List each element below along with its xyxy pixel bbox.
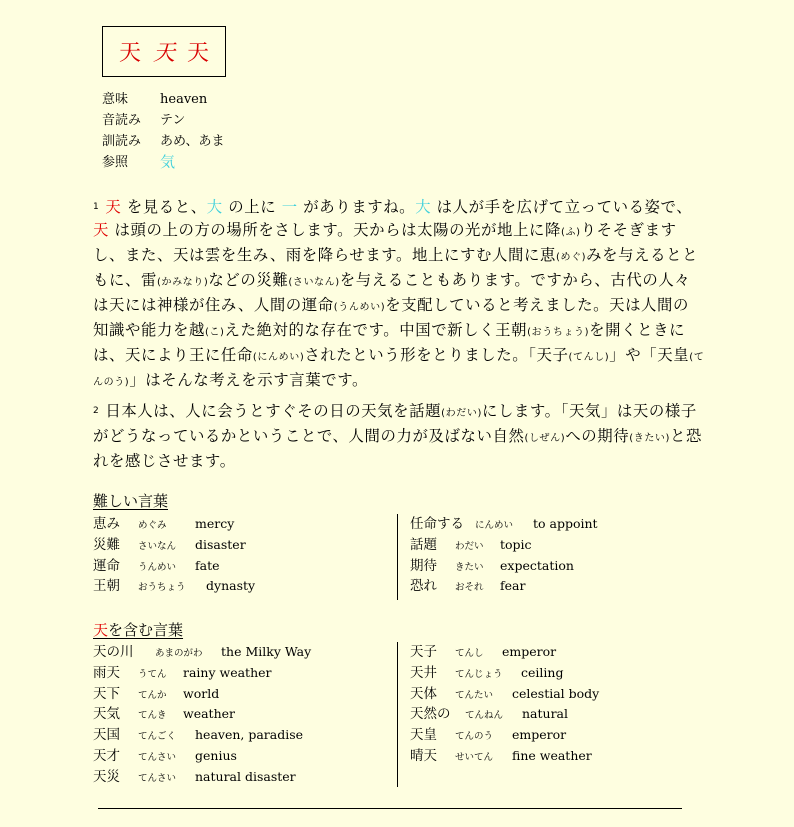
reading: あまのがわ [155, 648, 203, 659]
furigana: (かみなり) [156, 277, 209, 288]
text: を与えることもあります。ですから、古代の人々は天には神様が住み、人間の運命 [93, 271, 691, 314]
furigana: (わだい) [441, 408, 482, 419]
reading: きたい [455, 561, 484, 573]
explanation-paragraph-1 [93, 196, 705, 394]
text: を支配していると考えました。天は人間の知識や能力を越 [93, 296, 690, 339]
kun-reading-row [102, 131, 224, 152]
english-meaning: heaven, paradise [195, 727, 304, 743]
text: は人が手を広げて立っている姿で、 [431, 198, 693, 216]
reading: てんごく [138, 731, 177, 743]
furigana: (しぜん) [524, 433, 566, 444]
word: 晴天 [410, 747, 437, 764]
furigana: (さいなん) [288, 277, 340, 288]
reference-label: 参照 [102, 155, 129, 170]
kanji-textbook-style: 天 [186, 41, 209, 66]
text: と恐れを感じさせます。 [93, 427, 703, 470]
reading: てんたい [455, 689, 494, 701]
on-reading-value: テン [160, 113, 186, 128]
word: 天の川 [93, 644, 134, 660]
difficult-words-title: 難しい言葉 [93, 492, 169, 510]
reference-link[interactable]: 気 [160, 153, 176, 171]
text: 」はそんな考えを示す言葉です。 [129, 371, 368, 389]
compound-words-left-list [93, 642, 311, 788]
list-item [410, 514, 598, 535]
word: 任命する [410, 516, 464, 532]
reading: さいなん [138, 540, 177, 552]
furigana: (めぐ) [555, 252, 587, 263]
word: 話題 [410, 536, 437, 553]
text: などの災難 [208, 271, 289, 289]
furigana: (おうちょう) [527, 327, 590, 338]
reading: てんねん [465, 710, 504, 722]
english-meaning: natural disaster [195, 768, 296, 784]
english-meaning: fear [500, 578, 526, 594]
text: りそそぎますし、また、天は雲を生み、雨を降らせます。地上にすむ人間に恵 [93, 221, 677, 264]
word: 災難 [93, 536, 120, 553]
word: 雨天 [93, 664, 120, 681]
word: 期待 [410, 557, 437, 574]
reading: てんじょう [455, 668, 503, 680]
reading: うてん [138, 668, 167, 680]
reading: めぐみ [138, 520, 167, 531]
paragraph-number: 1 [93, 202, 100, 212]
difficult-words-left-list [93, 514, 255, 597]
text: えた絶対的な存在です。中国で新しく王朝 [224, 321, 528, 339]
list-item [410, 704, 599, 725]
column-divider [397, 642, 398, 787]
english-meaning: celestial body [512, 685, 600, 701]
list-item [410, 663, 599, 684]
english-meaning: dynasty [206, 578, 256, 594]
list-item [410, 746, 599, 767]
word: 天然の [410, 706, 451, 723]
word: 天皇 [410, 727, 437, 744]
word: 天国 [93, 727, 120, 744]
list-item [410, 556, 598, 577]
kanji-ichi-link[interactable]: 一 [281, 198, 298, 216]
compound-words-right-list [410, 642, 599, 767]
english-meaning: natural [522, 706, 569, 722]
english-meaning: the Milky Way [221, 644, 312, 659]
english-meaning: fine weather [512, 747, 592, 763]
list-item [93, 663, 311, 684]
title-rest: を含む言葉 [108, 621, 184, 639]
kanji-print-style: 天 [118, 41, 141, 66]
text: は頭の上の方の場所をさします。天からは太陽の光が地上に降 [109, 221, 561, 239]
paragraph-number: 2 [93, 406, 100, 416]
reading: てんさい [138, 751, 177, 763]
word: 運命 [93, 557, 120, 574]
meaning-label: 意味 [102, 92, 129, 107]
text: にします。「天気」は天の様子がどうなっているかということで、人間の力が及ばない自然 [93, 402, 697, 445]
on-reading-label: 音読み [102, 113, 142, 128]
word: 王朝 [93, 578, 120, 595]
reading: せいてん [455, 751, 494, 763]
column-divider [397, 514, 398, 600]
furigana: (こ) [204, 327, 225, 338]
text: を見ると、 [121, 198, 207, 216]
kun-reading-label: 訓読み [102, 134, 142, 149]
reading: おそれ [455, 582, 484, 594]
reading: おうちょう [138, 582, 186, 594]
english-meaning: disaster [195, 536, 246, 552]
text: の上に [222, 198, 282, 216]
kanji-info [102, 89, 224, 173]
kun-reading-value: あめ、あま [160, 134, 225, 149]
list-item [410, 576, 598, 597]
text: への期待 [565, 427, 630, 445]
list-item [93, 535, 255, 556]
list-item [93, 767, 311, 788]
text: を開くときには、天により王に任命 [93, 321, 686, 364]
english-meaning: weather [183, 706, 235, 722]
word: 恵み [93, 516, 120, 532]
furigana: (ふ) [561, 227, 581, 238]
word: 天体 [410, 685, 437, 702]
list-item [93, 725, 311, 746]
furigana: (うんめい) [333, 302, 386, 313]
list-item [93, 514, 255, 535]
english-meaning: emperor [502, 644, 557, 659]
meaning-value: heaven [160, 92, 208, 107]
english-meaning: to appoint [533, 516, 598, 531]
word: 天才 [93, 747, 120, 764]
explanation-paragraph-2 [93, 400, 705, 473]
list-item [93, 684, 311, 705]
list-item [93, 556, 255, 577]
reading: てんさい [138, 772, 177, 784]
list-item [410, 642, 599, 663]
kanji-dai-link[interactable]: 大 [206, 198, 223, 216]
furigana: (にんめい) [252, 352, 305, 363]
english-meaning: world [183, 685, 220, 701]
english-meaning: topic [500, 536, 532, 552]
reading: にんめい [475, 520, 514, 531]
text: 日本人は、人に会うとすぐその日の天気を話題 [105, 402, 442, 420]
list-item [93, 576, 255, 597]
title-kanji: 天 [93, 621, 109, 639]
furigana: (てんし) [568, 352, 610, 363]
list-item [410, 725, 599, 746]
word: 天子 [410, 644, 437, 660]
word: 天気 [93, 706, 120, 723]
word: 天井 [410, 664, 437, 681]
kanji-ten: 天 [105, 198, 122, 216]
furigana: (きたい) [629, 433, 671, 444]
english-meaning: ceiling [521, 664, 564, 680]
reading: てんか [138, 689, 167, 701]
english-meaning: genius [195, 747, 237, 763]
list-item [93, 642, 311, 663]
english-meaning: rainy weather [183, 664, 272, 680]
word: 恐れ [410, 578, 437, 595]
english-meaning: expectation [500, 557, 574, 573]
text: 」や「天皇 [609, 346, 690, 364]
kanji-brush-style: 天 [152, 41, 175, 66]
word: 天下 [93, 685, 120, 702]
list-item [93, 746, 311, 767]
kanji-dai-link[interactable]: 大 [415, 198, 432, 216]
reading: うんめい [138, 561, 177, 573]
kanji-display-box [102, 26, 226, 77]
word: 天災 [93, 768, 120, 785]
english-meaning: mercy [195, 516, 235, 531]
compound-words-title [93, 619, 183, 640]
difficult-words-right-list [410, 514, 598, 597]
meaning-row [102, 89, 224, 110]
reference-row [102, 152, 224, 173]
kanji-ten: 天 [93, 221, 109, 239]
english-meaning: emperor [512, 727, 567, 743]
english-meaning: fate [195, 557, 220, 573]
list-item [410, 535, 598, 556]
list-item [410, 684, 599, 705]
bottom-divider [98, 808, 682, 809]
list-item [93, 704, 311, 725]
text: がありますね。 [297, 198, 416, 216]
text: みを与えるとともに、雷 [93, 246, 699, 289]
text: されたという形をとりました。「天子 [304, 346, 569, 364]
reading: てんのう [455, 731, 494, 743]
reading: わだい [455, 540, 484, 552]
reading: てんき [138, 710, 167, 722]
reading: てんし [455, 648, 484, 659]
on-reading-row [102, 110, 224, 131]
furigana: (てんのう) [93, 352, 705, 388]
